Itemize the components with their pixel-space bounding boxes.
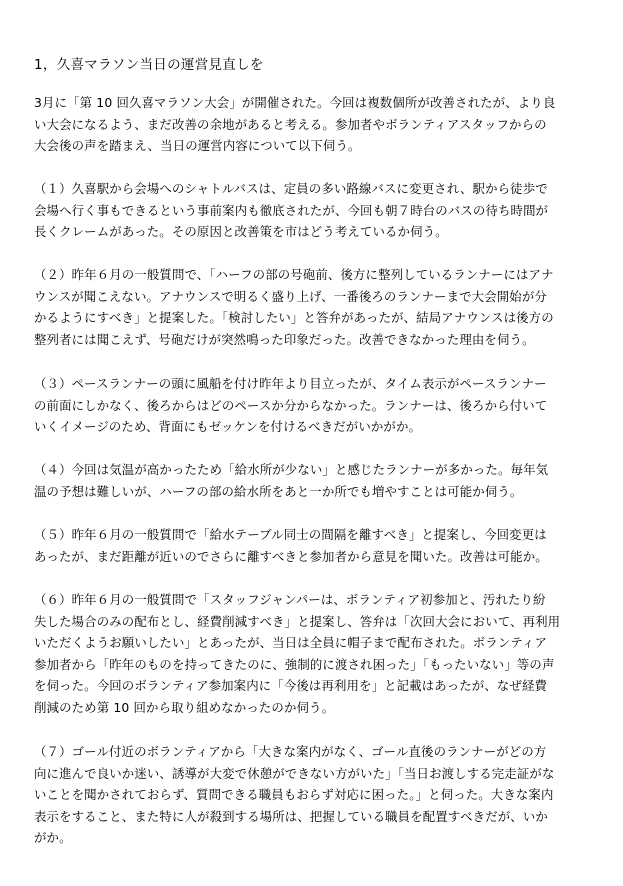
paragraph-line: 向に進んで良いか迷い、誘導が大変で休憩ができない方がいた」「当日お渡しする完走証がな — [34, 765, 555, 781]
question-3-paragraph — [34, 373, 594, 438]
paragraph-line: いくイメージのため、背面にもゼッケンを付けるべきだがいかがか。 — [34, 419, 422, 434]
paragraph-line: （３）ペースランナーの頭に風船を付け昨年より目立ったが、タイム表示がペースランナー — [34, 376, 547, 391]
paragraph-line: ウンスが聞こえない。アナウンスで明るく盛り上げ、一番後ろのランナーまで大会開始が分 — [34, 288, 547, 304]
paragraph-line: かるようにすべき」と提案した。「検討したい」と答弁があったが、結局アナウンスは後方の — [34, 310, 554, 325]
section-heading: 1，久喜マラソン当日の運営見直しを — [34, 57, 264, 73]
paragraph-line: いただくようお願いしたい」とあったが、当日は全員に帽子まで配布された。ボランティア — [34, 635, 548, 650]
paragraph-line: （１）久喜駅から会場へのシャトルバスは、定員の多い路線バスに変更され、駅から徒歩で — [34, 181, 548, 196]
paragraph-line: 削減のため第 10 回から取り組めなかったのか伺う。 — [34, 699, 335, 715]
paragraph-line: 表示をすること、また特に人が殺到する場所は、把握している職員を配置すべきだが、いか — [34, 808, 548, 824]
paragraph-line: （２）昨年６月の一般質問で、「ハーフの部の号砲前、後方に整列しているランナーにはアナ — [34, 267, 554, 282]
paragraph-line: 整列者には聞こえず、号砲だけが突然鳴った印象だった。改善できなかった理由を伺う。 — [34, 331, 535, 347]
paragraph-line: （６）昨年６月の一般質問で「スタッフジャンパーは、ボランティア初参加と、汚れたり紛 — [34, 592, 546, 607]
question-2-paragraph — [34, 264, 594, 350]
paragraph-line: （４）今回は気温が高かったため「給水所が少ない」と感じたランナーが多かった。毎年気 — [34, 462, 549, 477]
paragraph-line: い大会になるよう、まだ改善の余地があると考える。参加者やボランティアスタッフからの — [34, 116, 547, 132]
paragraph-line: の前面にしかなく、後ろからはどのペースか分からなかった。ランナーは、後ろから付いて — [34, 397, 548, 413]
paragraph-line: あったが、まだ距離が近いのでさらに離すべきと参加者から意見を聞いた。改善は可能か。 — [34, 548, 548, 564]
question-7-paragraph — [34, 741, 594, 849]
intro-paragraph — [34, 92, 594, 157]
paragraph-line: 失した場合のみの配布とし、経費削減すべき」と提案し、答弁は「次回大会において、再利用 — [34, 613, 561, 629]
paragraph-line: 3月に「第 10 回久喜マラソン大会」が開催された。今回は複数個所が改善されたが、より良 — [34, 95, 556, 110]
paragraph-line: 温の予想は難しいが、ハーフの部の給水所をあと一か所でも増やすことは可能か伺う。 — [34, 483, 523, 499]
paragraph-line: を伺った。今回のボランティア参加案内に「今後は再利用を」と記載はあったが、なぜ経費 — [34, 678, 548, 693]
question-1-paragraph — [34, 178, 594, 243]
question-4-paragraph — [34, 459, 594, 502]
paragraph-line: がか。 — [34, 830, 72, 845]
paragraph-line: 長くクレームがあった。その原因と改善策を市はどう考えているか伺う。 — [34, 224, 448, 239]
paragraph-line: いことを聞かされておらず、質問できる職員もおらず対応に困った。」と伺った。大きな案内 — [34, 787, 554, 802]
question-5-paragraph — [34, 524, 594, 567]
question-6-paragraph — [34, 589, 594, 718]
paragraph-line: （７）ゴール付近のボランティアから「大きな案内がなく、ゴール直後のランナーがどの方 — [34, 744, 547, 759]
paragraph-line: 会場へ行く事もできるという事前案内も徹底されたが、今回も朝７時台のバスの待ち時間が — [34, 202, 549, 218]
paragraph-line: 大会後の声を踏まえ、当日の運営内容について以下伺う。 — [34, 138, 361, 153]
paragraph-line: （５）昨年６月の一般質問で「給水テーブル同士の間隔を離すべき」と提案し、今回変更は — [34, 527, 547, 542]
paragraph-line: 参加者から「昨年のものを持ってきたのに、強制的に渡され困った」「もったいない」等の声 — [34, 656, 555, 672]
